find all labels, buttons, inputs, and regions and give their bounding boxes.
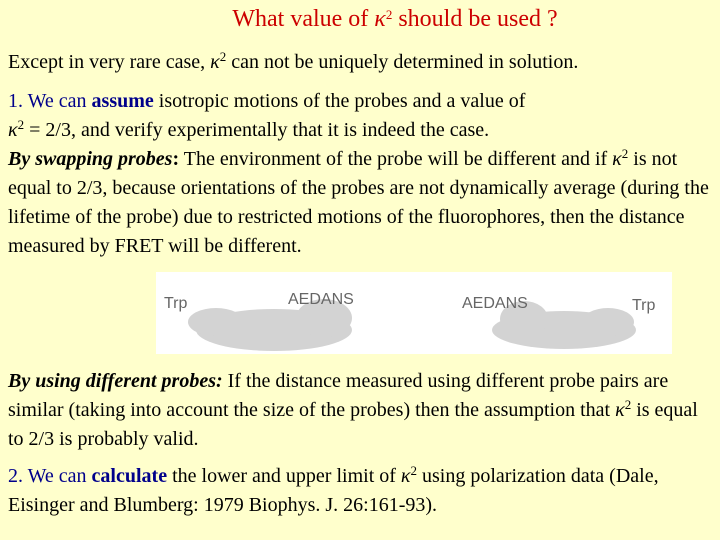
superscript: 2 <box>17 117 25 132</box>
probe-swap-figure <box>156 272 672 354</box>
point2-number: 2. We can <box>8 465 92 487</box>
superscript: 2 <box>624 397 632 412</box>
different-lead: By using different probes: <box>8 370 223 392</box>
kappa-symbol: κ <box>8 119 18 141</box>
title-text-before: What value of <box>232 6 375 32</box>
swap-text-2: is not equal to 2/3, because orientations of the probes are not dynamically average (during the lifetime of the probe) due to restricted motions of the fluorophores, then the distance measured by FRET will be different. <box>8 148 709 257</box>
kappa-symbol: κ <box>400 465 411 487</box>
point1-text: isotropic motions of the probes and a value of <box>153 90 526 112</box>
right-label-aedans: AEDANS <box>462 295 528 312</box>
calculate-paragraph <box>8 462 716 520</box>
superscript: 2 <box>410 463 418 478</box>
slide-title <box>0 6 720 33</box>
left-label-trp: Trp <box>164 295 188 312</box>
different-text-1: If the distance measured using different probe pairs are similar (taking into account the size of the probes) then the assumption that <box>8 370 669 421</box>
kappa-symbol: κ <box>615 399 625 421</box>
swap-lead: By swapping probes <box>8 148 173 170</box>
kappa-symbol: κ <box>612 148 622 170</box>
point1-keyword: assume <box>91 90 154 112</box>
superscript: 2 <box>621 146 629 161</box>
point1-text-2: = 2/3, and verify experimentally that it is indeed the case. <box>24 119 490 141</box>
different-probes-paragraph <box>8 367 716 454</box>
point2-keyword: calculate <box>91 465 168 487</box>
left-label-aedans: AEDANS <box>288 291 354 308</box>
superscript: 2 <box>219 49 227 64</box>
right-label-trp: Trp <box>632 297 656 314</box>
point2-text: the lower and upper limit of <box>167 465 401 487</box>
point2-text-2: using polarization data (Dale, Eisinger and Blumberg: 1979 Biophys. J. 26:161-93). <box>8 465 659 516</box>
swap-text-1: The environment of the probe will be different and if <box>179 148 613 170</box>
method-paragraph <box>8 87 716 261</box>
intro-after: can not be uniquely determined in solution. <box>226 51 579 73</box>
probe-diagram <box>156 272 672 354</box>
kappa-symbol: κ <box>374 6 386 32</box>
superscript: 2 <box>385 7 393 22</box>
different-text-2: is equal to 2/3 is probably valid. <box>8 399 698 450</box>
intro-paragraph <box>8 48 716 77</box>
kappa-symbol: κ <box>210 51 220 73</box>
title-text-after: should be used ? <box>392 6 558 32</box>
intro-before: Except in very rare case, <box>8 51 211 73</box>
swap-colon: : <box>172 148 180 170</box>
point1-number: 1. We can <box>8 90 92 112</box>
